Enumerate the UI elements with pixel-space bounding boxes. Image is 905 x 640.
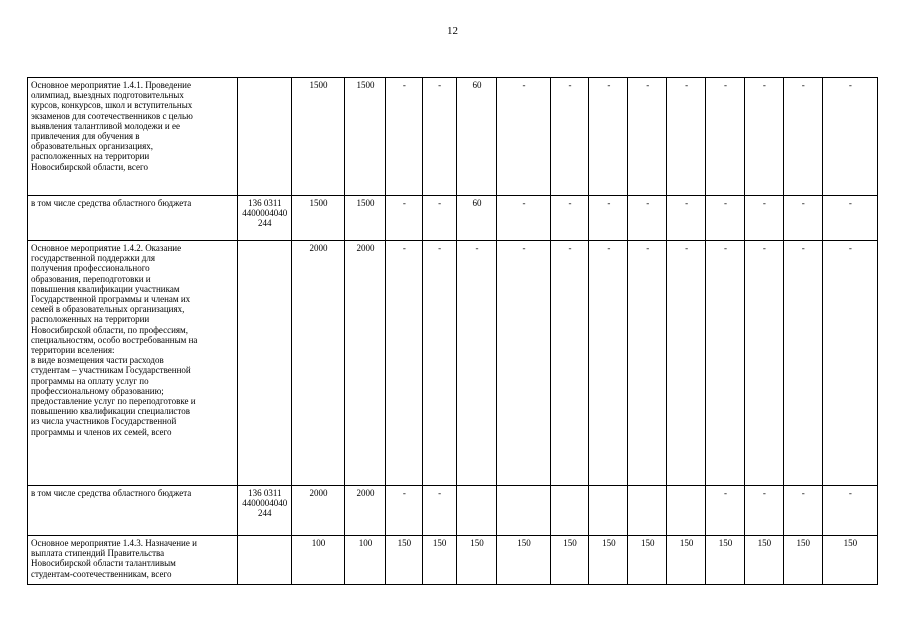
value-cell: 150 xyxy=(667,536,706,585)
value-cell: 1500 xyxy=(345,196,386,241)
table-body xyxy=(28,78,878,585)
value-cell: - xyxy=(422,78,456,196)
value-cell: - xyxy=(550,196,589,241)
value-cell xyxy=(497,486,550,536)
value-cell: - xyxy=(783,78,822,196)
row-description xyxy=(28,486,238,536)
description-line: выплата стипендий Правительства xyxy=(31,548,165,559)
description-line: из числа участников Государственной xyxy=(31,416,177,427)
value-cell: 2000 xyxy=(291,486,344,536)
value-cell: 150 xyxy=(628,536,667,585)
value-cell: - xyxy=(744,486,783,536)
value-cell: - xyxy=(667,241,706,486)
value-cell: 1500 xyxy=(345,78,386,196)
table-row xyxy=(28,486,878,536)
value-cell: - xyxy=(589,196,628,241)
value-cell: 60 xyxy=(456,196,497,241)
value-cell xyxy=(628,486,667,536)
description-line: курсов, конкурсов, школ и вступительных xyxy=(31,100,193,111)
value-cell: - xyxy=(783,241,822,486)
table-row xyxy=(28,196,878,241)
value-cell: - xyxy=(783,196,822,241)
description-line: программы и членов их семей, всего xyxy=(31,426,172,437)
row-description xyxy=(28,78,238,196)
value-cell: - xyxy=(822,241,877,486)
description-line: специальностям, особо востребованным на xyxy=(31,334,198,345)
row-description xyxy=(28,196,238,241)
description-line: выявления талантливой молодежи и ее xyxy=(31,120,180,131)
description-line: расположенных на территории xyxy=(31,151,150,162)
value-cell: 150 xyxy=(744,536,783,585)
value-cell: 2000 xyxy=(345,486,386,536)
description-line: семей в образовательных организациях, xyxy=(31,304,185,315)
value-cell: - xyxy=(822,486,877,536)
table-row xyxy=(28,241,878,486)
table-row xyxy=(28,536,878,585)
value-cell: - xyxy=(822,78,877,196)
value-cell: - xyxy=(744,241,783,486)
value-cell: 2000 xyxy=(345,241,386,486)
description-line: программы на оплату услуг по xyxy=(31,375,149,386)
description-line: получения профессионального xyxy=(31,263,150,274)
value-cell: - xyxy=(456,241,497,486)
value-cell: - xyxy=(497,78,550,196)
description-line: расположенных на территории xyxy=(31,314,150,325)
value-cell xyxy=(456,486,497,536)
value-cell xyxy=(589,486,628,536)
value-cell: 2000 xyxy=(291,241,344,486)
value-cell: - xyxy=(550,241,589,486)
budget-code xyxy=(237,241,291,486)
value-cell: - xyxy=(550,78,589,196)
description-line: образования, переподготовки и xyxy=(31,273,151,284)
value-cell xyxy=(667,486,706,536)
description-line: образовательных организациях, xyxy=(31,141,153,152)
budget-code-line: 136 0311 xyxy=(248,198,282,208)
value-cell: - xyxy=(628,241,667,486)
row-description xyxy=(28,241,238,486)
description-line: олимпиад, выездных подготовительных xyxy=(31,90,184,101)
value-cell: - xyxy=(385,78,422,196)
description-line: в том числе средства областного бюджета xyxy=(31,198,192,208)
description-line: государственной поддержки для xyxy=(31,253,155,264)
description-line: Новосибирской области, всего xyxy=(31,161,148,172)
value-cell: 100 xyxy=(345,536,386,585)
budget-code-line: 244 xyxy=(258,218,272,229)
value-cell: - xyxy=(667,196,706,241)
value-cell: 150 xyxy=(589,536,628,585)
value-cell: 1500 xyxy=(291,196,344,241)
value-cell: - xyxy=(706,486,745,536)
value-cell: - xyxy=(422,486,456,536)
description-line: Основное мероприятие 1.4.1. Проведение xyxy=(31,80,191,90)
value-cell: - xyxy=(385,196,422,241)
value-cell: 60 xyxy=(456,78,497,196)
description-line: Новосибирской области талантливым xyxy=(31,558,176,569)
value-cell: - xyxy=(422,241,456,486)
description-line: студентам – участникам Государственной xyxy=(31,365,191,376)
value-cell: - xyxy=(497,241,550,486)
budget-code xyxy=(237,536,291,585)
description-line: предоставление услуг по переподготовке и xyxy=(31,396,196,407)
value-cell: - xyxy=(822,196,877,241)
value-cell: - xyxy=(589,78,628,196)
value-cell: - xyxy=(783,486,822,536)
value-cell: 150 xyxy=(497,536,550,585)
description-line: привлечения для обучения в xyxy=(31,131,140,142)
row-description xyxy=(28,536,238,585)
value-cell: - xyxy=(667,78,706,196)
budget-code-line: 4400004040 xyxy=(242,498,288,509)
budget-code-line: 244 xyxy=(258,508,272,519)
description-line: повышению квалификации специалистов xyxy=(31,406,190,417)
value-cell: - xyxy=(744,196,783,241)
value-cell: - xyxy=(628,78,667,196)
value-cell: - xyxy=(706,78,745,196)
description-line: Новосибирской области, по профессиям, xyxy=(31,324,189,335)
value-cell: - xyxy=(422,196,456,241)
budget-code xyxy=(237,78,291,196)
budget-code-line: 4400004040 xyxy=(242,208,288,219)
page-number: 12 xyxy=(447,25,458,37)
description-line: профессиональному образованию; xyxy=(31,385,164,396)
budget-table xyxy=(27,77,878,585)
value-cell: 100 xyxy=(291,536,344,585)
description-line: экзаменов для соотечественников с целью xyxy=(31,110,193,121)
description-line: студентам-соотечественникам, всего xyxy=(31,568,172,579)
budget-code xyxy=(237,486,291,536)
description-line: в виде возмещения части расходов xyxy=(31,355,164,366)
value-cell: - xyxy=(706,196,745,241)
budget-code xyxy=(237,196,291,241)
value-cell: 150 xyxy=(422,536,456,585)
value-cell: - xyxy=(385,241,422,486)
value-cell xyxy=(550,486,589,536)
value-cell: 150 xyxy=(550,536,589,585)
description-line: повышения квалификации участникам xyxy=(31,283,180,294)
value-cell: 150 xyxy=(385,536,422,585)
value-cell: 150 xyxy=(783,536,822,585)
value-cell: - xyxy=(497,196,550,241)
description-line: территории вселения: xyxy=(31,345,115,356)
value-cell: 150 xyxy=(706,536,745,585)
value-cell: 150 xyxy=(456,536,497,585)
value-cell: 1500 xyxy=(291,78,344,196)
budget-code-line: 136 0311 xyxy=(248,488,282,498)
value-cell: 150 xyxy=(822,536,877,585)
value-cell: - xyxy=(744,78,783,196)
table-row xyxy=(28,78,878,196)
value-cell: - xyxy=(385,486,422,536)
value-cell: - xyxy=(628,196,667,241)
description-line: в том числе средства областного бюджета xyxy=(31,488,192,498)
value-cell: - xyxy=(589,241,628,486)
description-line: Основное мероприятие 1.4.2. Оказание xyxy=(31,243,182,253)
description-line: Основное мероприятие 1.4.3. Назначение и xyxy=(31,538,197,548)
value-cell: - xyxy=(706,241,745,486)
description-line: Государственной программы и членам их xyxy=(31,294,191,305)
